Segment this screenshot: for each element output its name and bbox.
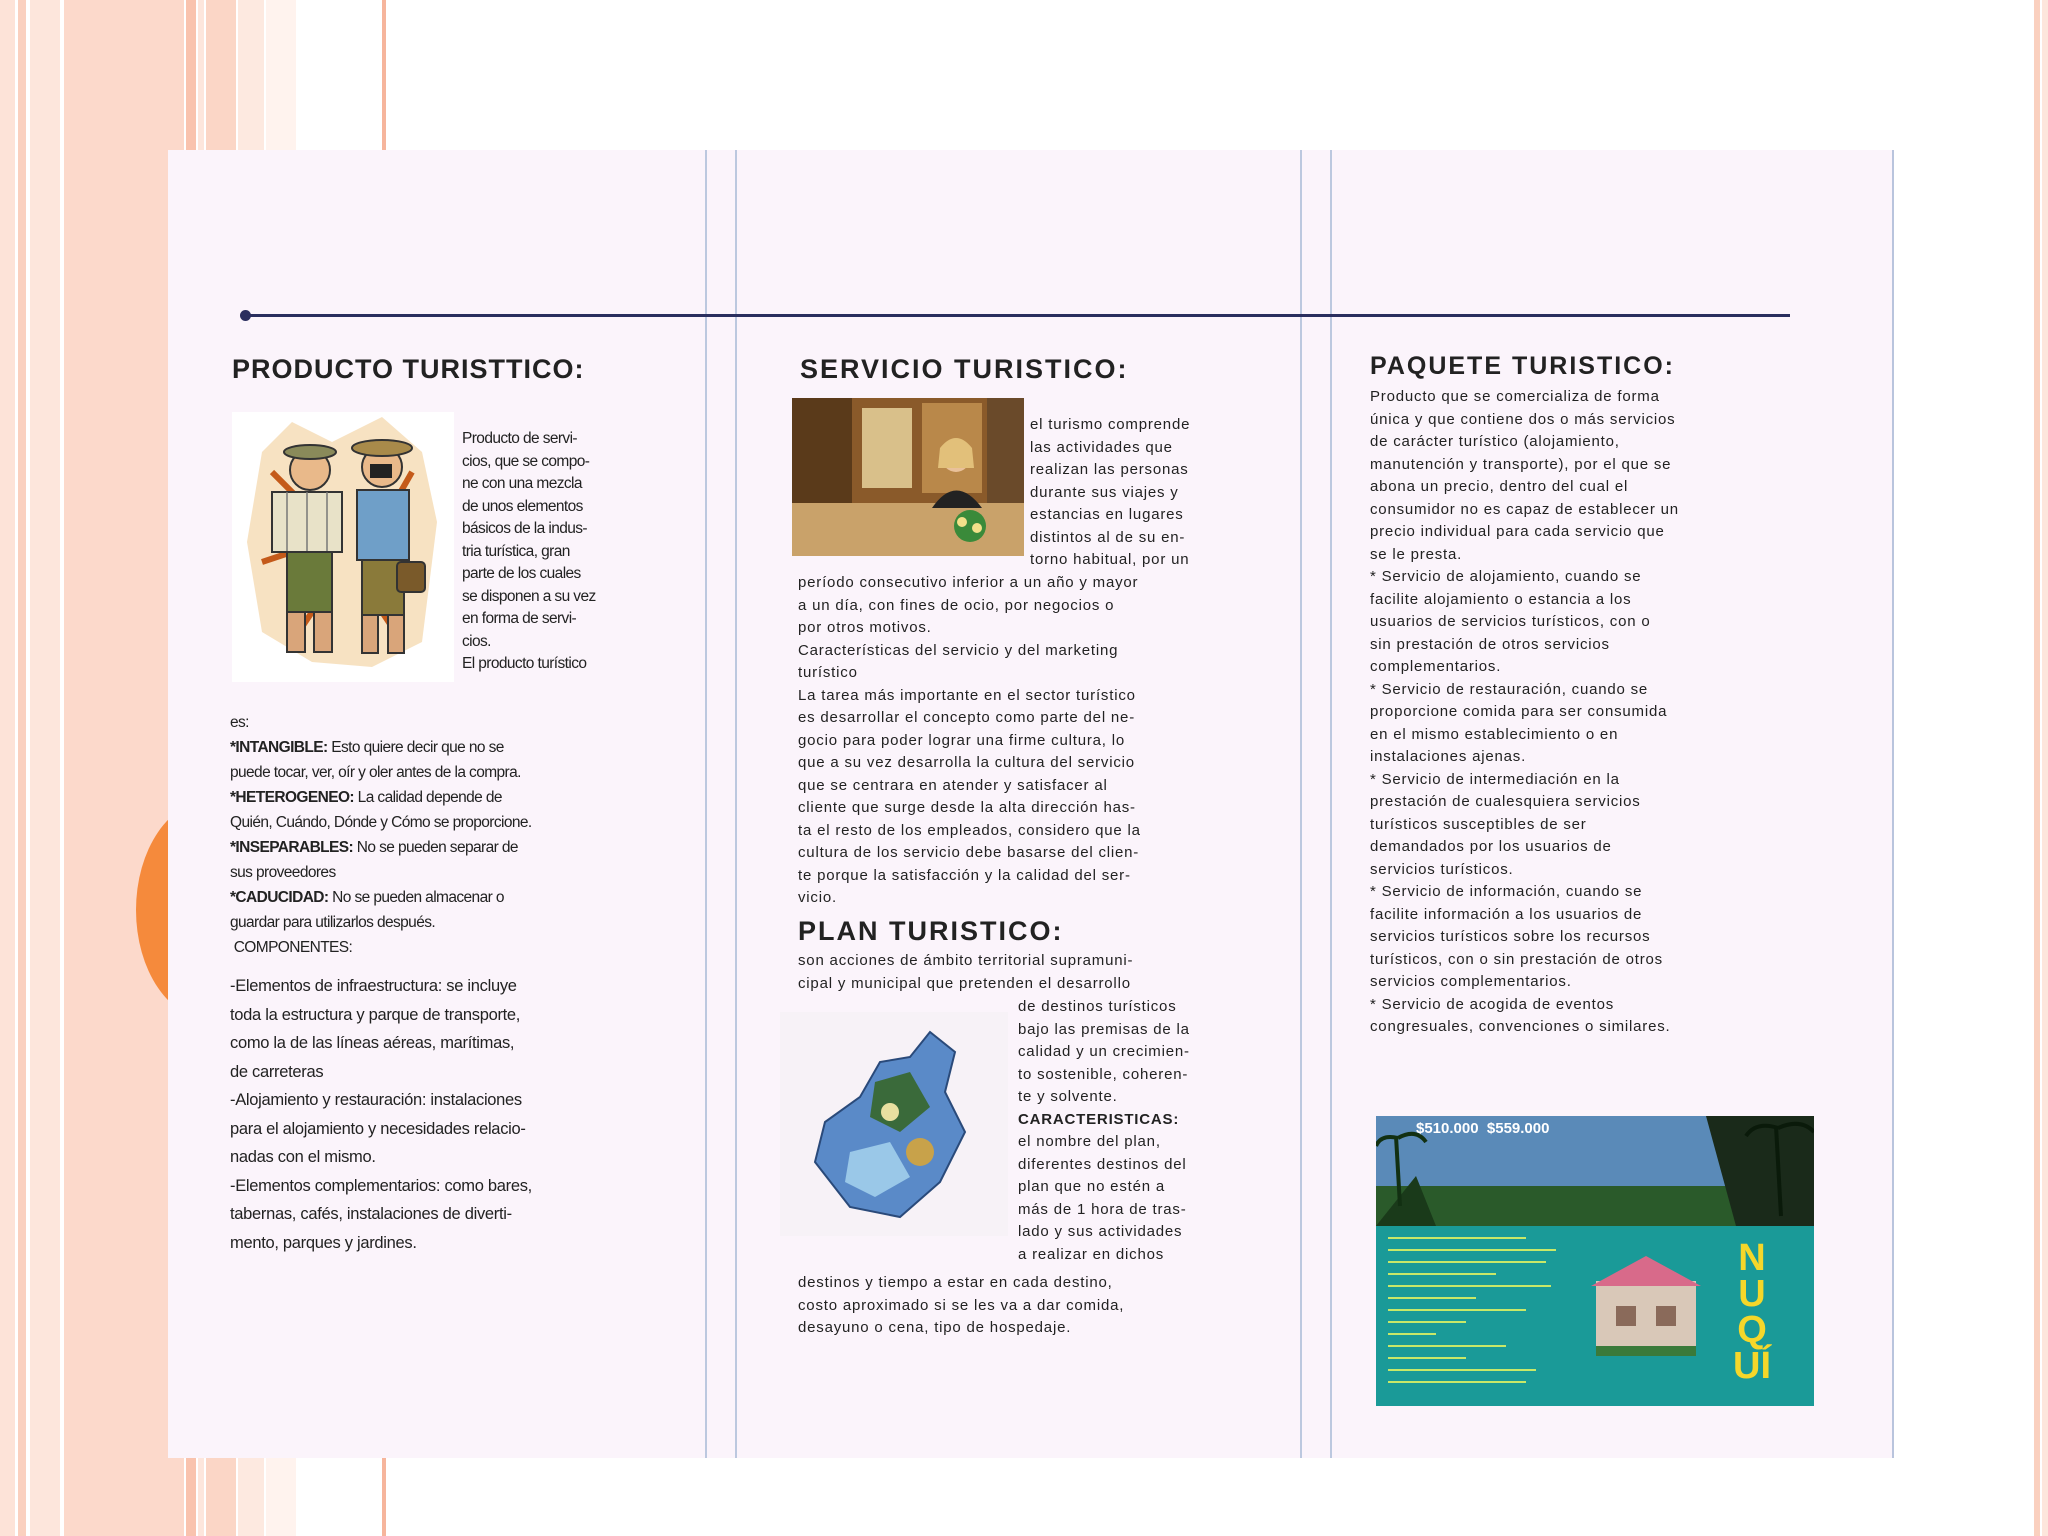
servicio-heading: SERVICIO TURISTICO:: [800, 354, 1129, 384]
text-line: tabernas, cafés, instalaciones de diverti-: [230, 1205, 512, 1223]
text-line: te porque la satisfacción y la calidad del ser-: [798, 866, 1131, 884]
promo-price: $510.000 $559.000: [1416, 1120, 1550, 1137]
fold-line: [1300, 150, 1302, 1458]
text-line: período consecutivo inferior a un año y mayor: [798, 574, 1139, 591]
text-line: en el mismo establecimiento o en: [1370, 725, 1619, 743]
characteristic-line: sus proveedores: [230, 864, 336, 881]
text-line: es:: [230, 714, 249, 731]
text-line: * Servicio de información, cuando se: [1370, 883, 1643, 900]
text-line: mento, parques y jardines.: [230, 1233, 417, 1252]
decor-stripe: [2042, 0, 2048, 1536]
text-line: bajo las premisas de la: [1018, 1020, 1190, 1038]
text-line: usuarios de servicios turísticos, con o: [1370, 613, 1651, 630]
plan-side-text: [1018, 996, 1190, 1266]
text-line: La tarea más importante en el sector turístico: [798, 686, 1136, 704]
text-line: to sostenible, coheren-: [1018, 1065, 1189, 1083]
characteristic-line: *HETEROGENEO: La calidad depende de: [230, 789, 502, 806]
plan-bottom-text: [798, 1272, 1124, 1340]
characteristic-line: *INTANGIBLE: Esto quiere decir que no se: [230, 739, 504, 756]
text-line: de carácter turístico (alojamiento,: [1370, 433, 1620, 450]
text-line: vicio.: [798, 889, 837, 906]
text-line: consumidor no es capaz de establecer un: [1370, 500, 1679, 518]
text-line: el turismo comprende: [1030, 416, 1191, 433]
text-line: en forma de servi-: [462, 610, 577, 627]
fold-line: [705, 150, 707, 1458]
text-line: básicos de la indus-: [462, 520, 587, 537]
text-line: sin prestación de otros servicios: [1370, 635, 1610, 653]
text-line: toda la estructura y parque de transporte,: [230, 1005, 521, 1024]
decor-stripe: [0, 0, 15, 1536]
text-line: realizan las personas: [1030, 461, 1189, 478]
fold-line: [735, 150, 737, 1458]
text-line: servicios turísticos sobre los recursos: [1370, 928, 1651, 945]
map-collage-image: [780, 1012, 1008, 1236]
text-line: * Servicio de restauración, cuando se: [1370, 680, 1649, 698]
text-line: gocio para poder lograr una firme cultura, lo: [798, 731, 1125, 749]
producto-intro: [462, 428, 596, 676]
rule-dot: [240, 310, 251, 321]
text-line: * Servicio de acogida de eventos: [1370, 995, 1615, 1013]
text-line: las actividades que: [1030, 438, 1173, 456]
characteristic-line: guardar para utilizarlos después.: [230, 914, 436, 931]
text-line: son acciones de ámbito territorial supramuni-: [798, 952, 1134, 969]
text-line: Producto de servi-: [462, 430, 577, 447]
decor-stripe: [30, 0, 60, 1536]
text-line: plan que no estén a: [1018, 1178, 1165, 1195]
plan-intro: [798, 950, 1133, 995]
text-line: Producto que se comercializa de forma: [1370, 388, 1660, 405]
nuqui-promo-flyer: [1376, 1116, 1814, 1406]
characteristic-line: *CADUCIDAD: No se pueden almacenar o: [230, 889, 504, 906]
text-line: estancias en lugares: [1030, 506, 1184, 523]
text-line: demandados por los usuarios de: [1370, 838, 1612, 855]
componentes-list: [230, 972, 532, 1257]
text-line: -Elementos de infraestructura: se incluye: [230, 977, 517, 995]
text-line: que se centrara en atender y satisfacer al: [798, 776, 1108, 794]
plan-heading: PLAN TURISTICO:: [798, 916, 1064, 946]
text-line: cios, que se compo-: [462, 452, 590, 470]
hotel-reception-photo: [792, 398, 1024, 556]
servicio-body: [798, 572, 1141, 910]
text-line: complementarios.: [1370, 658, 1502, 675]
text-line: destinos y tiempo a estar en cada destino,: [798, 1274, 1113, 1291]
text-line: desayuno o cena, tipo de hospedaje.: [798, 1319, 1072, 1336]
text-line: cios.: [462, 632, 491, 650]
text-line: parte de los cuales: [462, 565, 581, 582]
text-line: de destinos turísticos: [1018, 998, 1177, 1015]
decor-stripe: [18, 0, 26, 1536]
text-line: congresuales, convenciones o similares.: [1370, 1018, 1671, 1035]
text-line: cliente que surge desde la alta dirección has-: [798, 799, 1136, 816]
text-line: facilite información a los usuarios de: [1370, 905, 1643, 923]
text-line: cipal y municipal que pretenden el desarrollo: [798, 974, 1131, 992]
servicio-intro: [1030, 414, 1190, 572]
text-line: cultura de los servicio debe basarse del clien-: [798, 844, 1140, 861]
paquete-body: [1370, 386, 1679, 1039]
text-line: servicios complementarios.: [1370, 973, 1572, 990]
decor-stripe: [64, 0, 184, 1536]
text-line: ta el resto de los empleados, considero que la: [798, 821, 1141, 839]
text-line: facilite alojamiento o estancia a los: [1370, 590, 1632, 608]
componentes-label: COMPONENTES:: [230, 939, 353, 956]
text-line: El producto turístico: [462, 655, 587, 672]
decor-stripe: [2034, 0, 2040, 1536]
text-line: torno habitual, por un: [1030, 551, 1190, 568]
text-line: se le presta.: [1370, 545, 1463, 563]
text-line: proporcione comida para ser consumida: [1370, 703, 1668, 720]
text-line: -Alojamiento y restauración: instalaciones: [230, 1091, 522, 1109]
text-line: instalaciones ajenas.: [1370, 748, 1527, 765]
producto-heading: PRODUCTO TURISTTICO:: [232, 354, 585, 384]
text-line: más de 1 hora de tras-: [1018, 1200, 1187, 1218]
text-line: costo aproximado si se les va a dar comida,: [798, 1296, 1125, 1314]
text-line: precio individual para cada servicio que: [1370, 523, 1665, 540]
text-line: calidad y un crecimien-: [1018, 1043, 1190, 1060]
text-line: como la de las líneas aéreas, marítimas,: [230, 1034, 515, 1052]
text-line: ne con una mezcla: [462, 475, 582, 492]
characteristic-line: *INSEPARABLES: No se pueden separar de: [230, 839, 518, 856]
text-line: servicios turísticos.: [1370, 860, 1514, 878]
text-line: a un día, con fines de ocio, por negocios o: [798, 596, 1115, 614]
text-line: única y que contiene dos o más servicios: [1370, 410, 1676, 428]
text-line: * Servicio de intermediación en la: [1370, 770, 1620, 788]
text-line: lado y sus actividades: [1018, 1223, 1183, 1240]
text-line: por otros motivos.: [798, 619, 932, 636]
promo-brand: NUQUÍ: [1733, 1237, 1771, 1387]
fold-line: [1330, 150, 1332, 1458]
text-line: turístico: [798, 664, 858, 681]
brochure-page: [168, 150, 1894, 1458]
text-line: que a su vez desarrolla la cultura del servicio: [798, 754, 1135, 771]
text-line: tria turística, gran: [462, 542, 570, 560]
text-line: diferentes destinos del: [1018, 1155, 1187, 1173]
text-line: para el alojamiento y necesidades relacio-: [230, 1119, 526, 1138]
text-line: a realizar en dichos: [1018, 1245, 1165, 1263]
text-line: prestación de cualesquiera servicios: [1370, 793, 1641, 810]
characteristic-line: Quién, Cuándo, Dónde y Cómo se proporcione.: [230, 814, 532, 831]
text-line: es desarrollar el concepto como parte del ne-: [798, 709, 1135, 726]
characteristic-line: puede tocar, ver, oír y oler antes de la compra.: [230, 764, 521, 781]
text-line: se disponen a su vez: [462, 587, 596, 605]
text-line: manutención y transporte), por el que se: [1370, 455, 1672, 473]
text-line: abona un precio, dentro del cual el: [1370, 478, 1629, 495]
text-line: el nombre del plan,: [1018, 1133, 1161, 1150]
text-line: de unos elementos: [462, 497, 583, 515]
text-line: CARACTERISTICAS:: [1018, 1110, 1180, 1128]
text-line: * Servicio de alojamiento, cuando se: [1370, 568, 1642, 585]
text-line: nadas con el mismo.: [230, 1148, 376, 1166]
text-line: te y solvente.: [1018, 1088, 1118, 1105]
producto-characteristics: [230, 710, 532, 960]
paquete-heading: PAQUETE TURISTICO:: [1370, 352, 1675, 380]
text-line: durante sus viajes y: [1030, 483, 1179, 501]
text-line: de carreteras: [230, 1062, 324, 1081]
header-rule: [246, 314, 1790, 317]
text-line: turísticos, con o sin prestación de otros: [1370, 950, 1663, 968]
text-line: Características del servicio y del marketing: [798, 641, 1119, 659]
tourists-illustration: [232, 412, 454, 682]
text-line: distintos al de su en-: [1030, 528, 1186, 546]
text-line: turísticos susceptibles de ser: [1370, 815, 1587, 833]
text-line: -Elementos complementarios: como bares,: [230, 1176, 532, 1195]
